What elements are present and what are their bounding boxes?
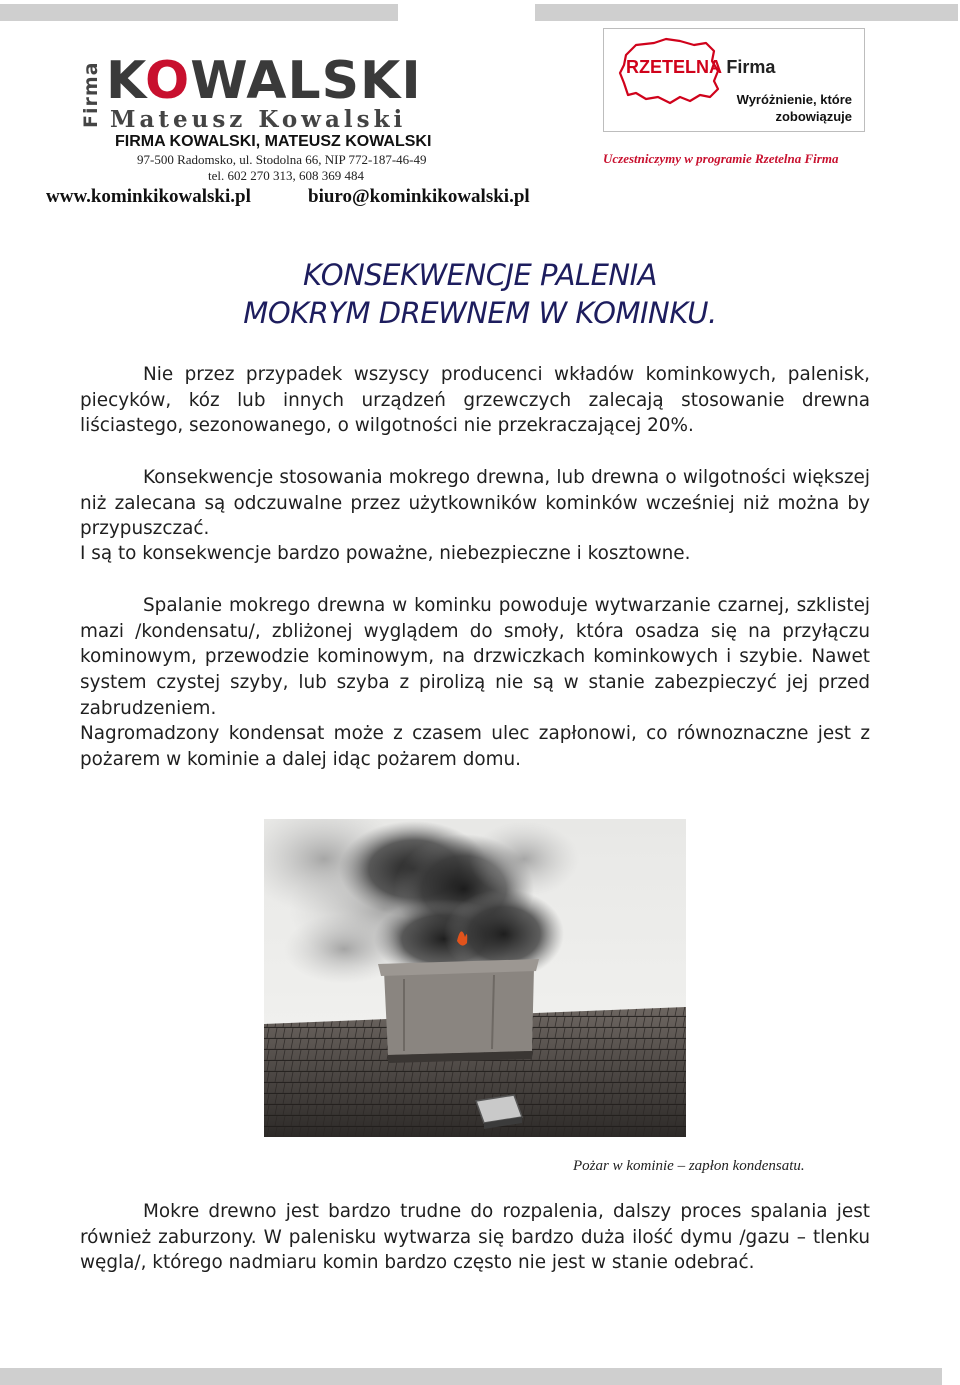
logo-owner: Mateusz Kowalski (110, 106, 407, 133)
photo-caption: Pożar w kominie – zapłon kondensatu. (573, 1158, 805, 1174)
paragraph-2: Konsekwencje stosowania mokrego drewna, lub drewna o wilgotności większej niż zalecana są odczuwalne przez użytkowników kominków wcześniej niż można by przypuszczać. (80, 467, 870, 540)
bottom-bar (0, 1368, 942, 1385)
logo-brand-rest: WALSKI (190, 51, 422, 111)
paragraph-2b: I są to konsekwencje bardzo poważne, niebezpieczne i kosztowne. (80, 543, 691, 564)
badge-title (626, 57, 775, 78)
company-address: 97-500 Radomsko, ul. Stodolna 66, NIP 772-187-46-49 (137, 152, 427, 167)
logo-brand-o: O (144, 51, 191, 111)
badge-tagline-line2: zobowiązuje (775, 109, 852, 124)
paragraph-3: Spalanie mokrego drewna w kominku powoduje wytwarzanie czarnej, szklistej mazi /kondensatu/, zbliżonej wyglądem do smoły, która osadza się na przyłączu kominowym, przewodzie kominowym, na drzwiczkach kominkowych i szybie. Nawet system czystej szyby, lub szyba z pirolizą nie są w stanie zabezpieczyć jej przed zabrudzeniem. (80, 595, 870, 719)
logo-brand-k: K (106, 51, 145, 111)
rzetelna-firma-badge (603, 28, 865, 132)
badge-title-dark: Firma (726, 57, 776, 77)
logo-brand (106, 51, 422, 111)
paragraph-4: Mokre drewno jest bardzo trudne do rozpalenia, dalszy proces spalania jest również zaburzony. W palenisku wytwarza się bardzo duża ilość dymu /gazu – tlenku węgla/, którego nadmiaru komin bardzo często nie jest w stanie odebrać. (80, 1201, 870, 1274)
company-logo (80, 51, 500, 135)
page-title-line1: KONSEKWENCJE PALENIA (303, 258, 657, 292)
top-left-bar (0, 4, 398, 21)
badge-tagline (702, 91, 852, 125)
page-title-line2: MOKRYM DREWNEM W KOMINKU. (243, 296, 717, 330)
company-name: FIRMA KOWALSKI, MATEUSZ KOWALSKI (115, 133, 432, 150)
paragraph-3b: Nagromadzony kondensat może z czasem ulec zapłonowi, co równoznaczne jest z pożarem w kominie a dalej idąc pożarem domu. (80, 723, 870, 770)
paragraph-1: Nie przez przypadek wszyscy producenci wkładów kominkowych, palenisk, piecyków, kóz lub innych urządzeń grzewczych zalecają stosowanie drewna liściastego, sezonowanego, o wilgotności nie przekraczającej 20%. (80, 364, 870, 437)
badge-caption: Uczestniczymy w programie Rzetelna Firma (603, 151, 839, 166)
top-right-bar (535, 4, 958, 21)
company-website-link[interactable]: www.kominkikowalski.pl (46, 186, 251, 207)
company-email-link[interactable]: biuro@kominkikowalski.pl (308, 186, 530, 207)
company-phone: tel. 602 270 313, 608 369 484 (208, 168, 364, 183)
logo-firma-text: Firma (80, 61, 102, 129)
badge-tagline-line1: Wyróżnienie, które (736, 92, 852, 107)
badge-title-red: RZETELNA (626, 57, 722, 77)
chimney-fire-photo (264, 819, 686, 1137)
